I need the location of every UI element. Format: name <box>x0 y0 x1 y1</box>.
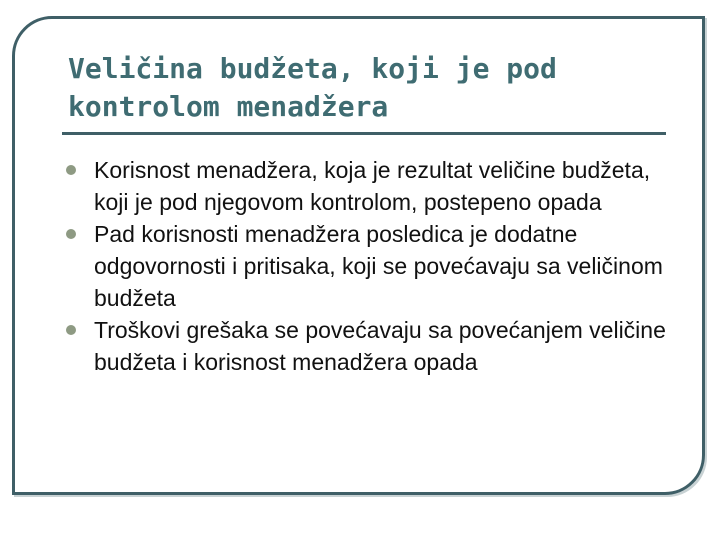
bullet-item <box>62 314 672 378</box>
bullet-dot-icon <box>66 165 76 175</box>
title-divider <box>62 132 666 135</box>
bullet-item <box>62 218 672 314</box>
bullet-dot-icon <box>66 325 76 335</box>
title-line-2: kontrolom menadžera <box>68 90 389 123</box>
slide-title <box>68 50 668 126</box>
bullet-item <box>62 154 672 218</box>
title-line-1: Veličina budžeta, koji je pod <box>68 52 557 85</box>
bullet-text: Pad korisnosti menadžera posledica je dodatne odgovornosti i pritisaka, koji se povećavaju sa veličinom budžeta <box>94 221 663 311</box>
bullet-dot-icon <box>66 229 76 239</box>
bullet-text: Korisnost menadžera, koja je rezultat veličine budžeta, koji je pod njegovom kontrolom, postepeno opada <box>94 157 651 215</box>
bullet-text: Troškovi grešaka se povećavaju sa povećanjem veličine budžeta i korisnost menadžera opada <box>94 317 666 375</box>
bullet-list <box>62 154 672 378</box>
